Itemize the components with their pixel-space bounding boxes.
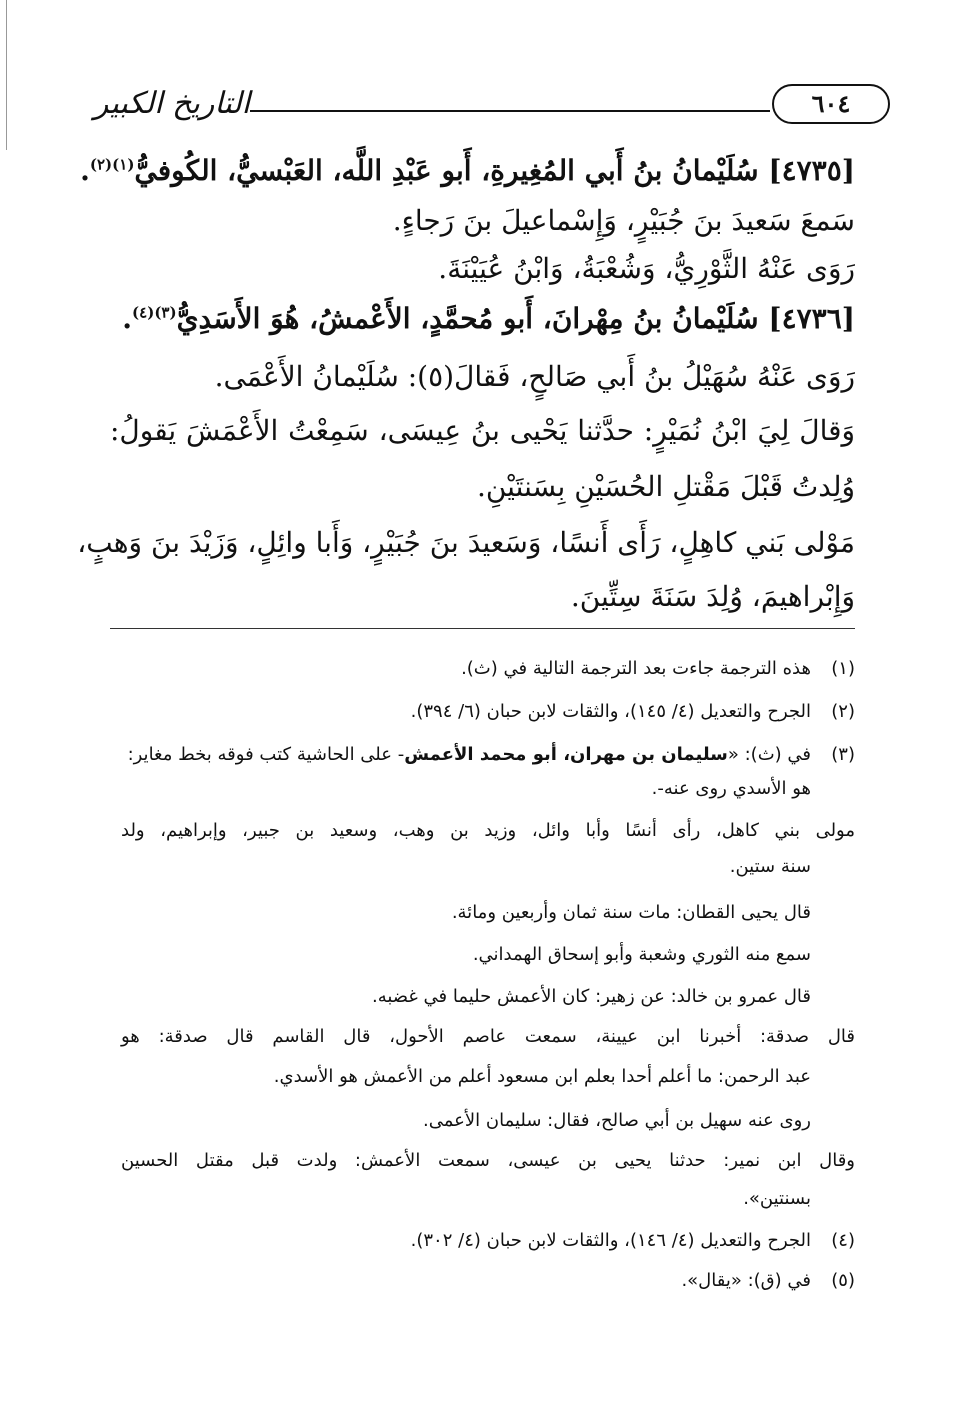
- footnote-text: في (ق): «يقال».: [681, 1270, 811, 1291]
- footnote-number: (٥): [831, 1270, 855, 1291]
- footnote-number: (٤): [831, 1230, 855, 1251]
- footnote-4: [121, 1224, 855, 1258]
- footnote-3-line: قال يحيى القطان: مات سنة ثمان وأربعين ومائة.: [451, 902, 811, 923]
- footnote-refs: (١)(٢): [89, 155, 135, 174]
- footnote-3: [121, 738, 855, 772]
- footnote-3-line: قال عمرو بن خالد: عن زهير: كان الأعمش حليما في غضبه.: [371, 986, 811, 1007]
- footnote-text: هذه الترجمة جاءت بعد الترجمة التالية في (ث).: [461, 658, 811, 679]
- footnote-1: [121, 652, 855, 686]
- entry-line: رَوَى عَنْهُ سُهَيْلُ بنُ أَبي صَالحٍ، فَقالَ(٥): سُلَيْمانُ الأَعْمَى.: [214, 360, 855, 393]
- footnote-3-line: عبد الرحمن: ما أعلم أحدا بعلم ابن مسعود أعلم من الأعمش هو الأسدي.: [273, 1066, 811, 1087]
- footnote-3-line: هو الأسدي روى عنه-.: [651, 778, 811, 799]
- footnote-3-line: وقال ابن نمير: حدثنا يحيى بن عيسى، سمعت الأعمش: ولدت قبل مقتل الحسين: [121, 1150, 855, 1171]
- entry-line: وَإِبْراهيمَ، وُلِدَ سَنَةَ سِتِّينَ.: [570, 580, 855, 613]
- entry-line: سَمعَ سَعيدَ بنَ جُبَيْرٍ، وَإِسْماعيلَ بنَ رَجاءٍ.: [392, 204, 855, 237]
- footnote-bold-text: سليمان بن مهران، أبو محمد الأعمش: [404, 744, 728, 765]
- entry-heading-4735: [٤٧٣٥] سُلَيْمانُ بنُ أَبي المُغِيرةِ، أَبو عَبْدِ اللَّه، العَبْسيُّ، الكُوفيُّ$^{(١)(٢)}$.: [80, 154, 855, 187]
- footnote-text: في (ث): «: [727, 744, 811, 765]
- footnote-3-line: سمع منه الثوري وشعبة وأبو إسحاق الهمداني.: [472, 944, 811, 965]
- header-rule: [250, 110, 770, 112]
- entry-line: رَوَى عَنْهُ الثَّوْرِيُّ، وَشُعْبَةُ، وَابْنُ عُيَيْنَةَ.: [438, 252, 855, 285]
- footnote-3-line: قال صدقة: أخبرنا ابن عيينة، سمعت عاصم الأحول، قال القاسم قال صدقة: هو: [121, 1026, 855, 1047]
- footnote-3-line: روى عنه سهيل بن أبي صالح، فقال: سليمان الأعمى.: [423, 1110, 811, 1131]
- footnote-2: [121, 695, 855, 729]
- entry-heading-text: [٤٧٣٥] سُلَيْمانُ بنُ أَبي المُغِيرةِ، أَبو عَبْدِ اللَّه، العَبْسيُّ، الكُوفيُّ: [134, 154, 855, 187]
- page-number: ٦٠٤: [772, 84, 890, 124]
- book-title: التاريخ الكبير: [93, 86, 250, 121]
- footnote-text: - على الحاشية كتب فوقه بخط مغاير:: [127, 744, 405, 765]
- footnote-3-line: مولى بني كاهل، رأى أنسًا وأبا وائل، وزيد بن وهب، وسعيد بن جبير، وإبراهيم، ولد: [121, 820, 855, 841]
- footnote-number: (٣): [831, 744, 855, 765]
- entry-heading-text: [٤٧٣٦] سُلَيْمانُ بنُ مِهْرانَ، أَبو مُحمَّدٍ، الأَعْمشُ، هُوَ الأَسَدِيُّ: [176, 302, 855, 335]
- footnote-3-line: سنة ستين.: [729, 856, 811, 877]
- footnote-separator: [110, 628, 855, 629]
- entry-line: مَوْلى بَني كاهِلٍ، رَأَى أَنسًا، وَسَعيدَ بنَ جُبَيْرٍ، وَأَبا وائِلٍ، وَزَيْدَ بنَ وَهبٍ،: [77, 526, 855, 559]
- footnote-text: الجرح والتعديل (٤/ ١٤٦)، والثقات لابن حبان (٤/ ٣٠٢).: [410, 1230, 811, 1251]
- footnote-text: الجرح والتعديل (٤/ ١٤٥)، والثقات لابن حبان (٦/ ٣٩٤).: [410, 701, 811, 722]
- running-header: [93, 82, 890, 132]
- entry-line: وَقالَ لِيَ ابْنُ نُمَيْرٍ: حدَّثنا يَحْيى بنُ عِيسَى، سَمِعْتُ الأَعْمَشَ يَقولُ:: [110, 414, 855, 447]
- footnote-refs: (٣)(٤): [132, 303, 177, 322]
- page-edge-line: [6, 0, 7, 150]
- footnote-3-line: بسنتين».: [743, 1188, 811, 1209]
- entry-heading-4736: [٤٧٣٦] سُلَيْمانُ بنُ مِهْرانَ، أَبو مُحمَّدٍ، الأَعْمشُ، هُوَ الأَسَدِيُّ$^{(٣)(٤)}$.: [122, 302, 855, 335]
- footnote-number: (٢): [831, 701, 855, 722]
- footnote-5: [121, 1264, 855, 1298]
- entry-line: وُلِدتُ قَبْلَ مَقْتلِ الحُسَيْنِ بِسَنتَيْنِ.: [476, 470, 855, 503]
- footnote-number: (١): [831, 658, 855, 679]
